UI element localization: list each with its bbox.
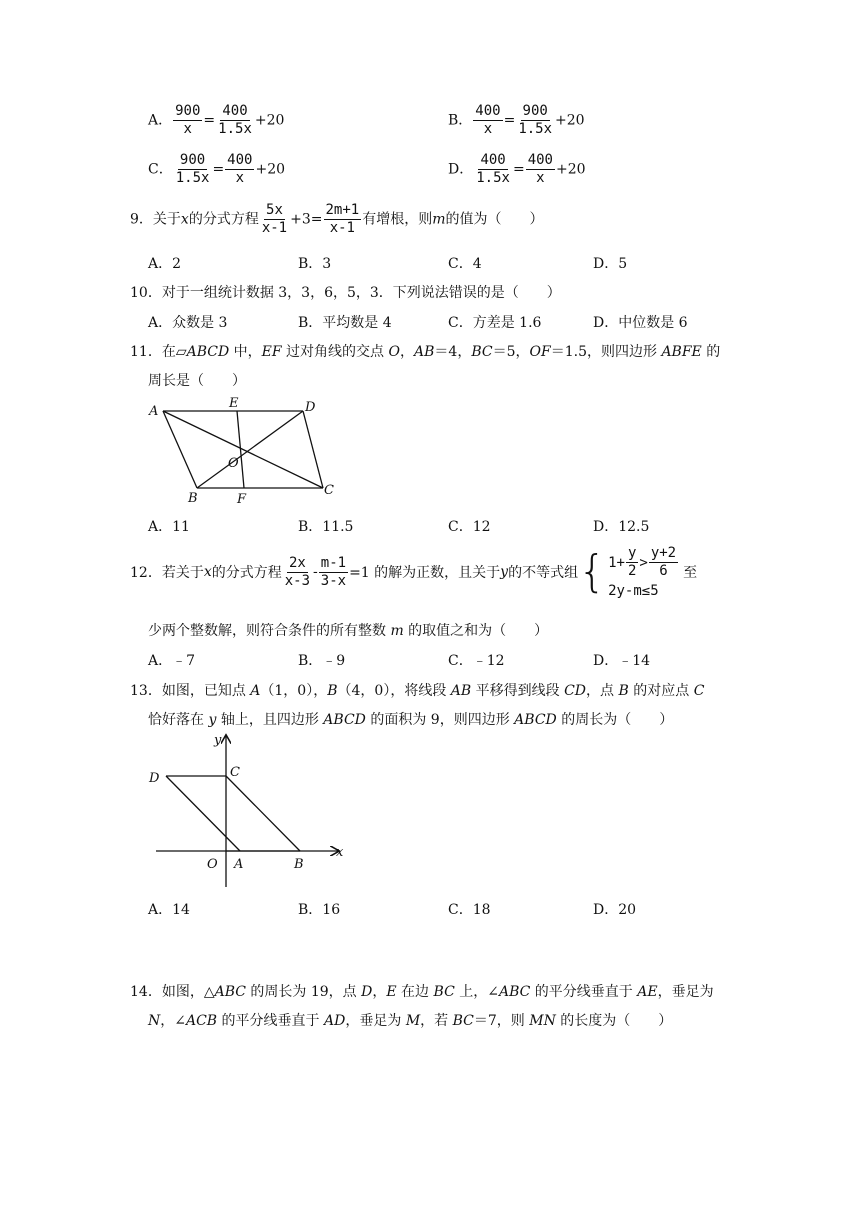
q12-sys-fraction-2: $\frac{y+2}{6}$	[650, 545, 677, 579]
q11-label-f: F	[237, 492, 247, 507]
q13-option-c[interactable]: C．18	[448, 902, 491, 918]
q10-option-c[interactable]: C．方差是 1.6	[448, 315, 542, 331]
q11-option-d[interactable]: D．12.5	[593, 519, 650, 535]
q11-diagonal-bd	[197, 411, 303, 488]
q12-stem-line1: 12．若关于 x 的分式方程 $\frac{2x}{x-3}$ - $\frac{m-1}{3-x}$ =1 的解为正数，且关于 y 的不等式组 { 1+ $\frac{y}{2}$ > $\frac{y+2}{6}$ 2y-m≤5 至	[130, 545, 698, 599]
q9-option-b[interactable]: B．3	[298, 256, 332, 272]
q8-option-c[interactable]: C． $\frac{900}{1.5x}$ = $\frac{400}{x}$ +20	[148, 152, 286, 186]
q13-label-o: O	[207, 857, 218, 872]
q13-coordinate-figure	[140, 730, 360, 890]
q10-option-d[interactable]: D．中位数是 6	[593, 315, 688, 331]
q11-option-c[interactable]: C．12	[448, 519, 491, 535]
q11-stem-line2: 周长是（ ）	[148, 373, 246, 389]
q12-stem-line2: 少两个整数解，则符合条件的所有整数 m 的取值之和为（ ）	[148, 623, 549, 639]
q8-a-left-fraction: $\frac{900}{x}$	[175, 103, 201, 137]
q11-label-c: C	[324, 483, 334, 498]
q10-option-a[interactable]: A．众数是 3	[148, 315, 228, 331]
q12-inequality-system	[578, 545, 679, 599]
q10-stem: 10．对于一组统计数据 3，3，6，5，3．下列说法错误的是（ ）	[130, 285, 561, 301]
q9-option-a[interactable]: A．2	[148, 256, 182, 272]
q9-option-d[interactable]: D．5	[593, 256, 628, 272]
q8-c-left-fraction: $\frac{900}{1.5x}$	[175, 152, 210, 186]
q8-a-right-fraction: $\frac{400}{1.5x}$	[218, 103, 252, 137]
q12-option-c[interactable]: C．﹣12	[448, 653, 505, 669]
q9-stem: 9．关于x的分式方程 $\frac{5x}{x-1}$ +3= $\frac{2m+1}{x-1}$ 有增根，则m的值为（ ）	[130, 202, 544, 236]
q12-option-a[interactable]: A．﹣7	[148, 653, 196, 669]
q12-fraction-1: $\frac{2x}{x-3}$	[284, 554, 311, 589]
q8-d-right-fraction: $\frac{400}{x}$	[527, 152, 553, 186]
q11-option-b[interactable]: B．11.5	[298, 519, 354, 535]
q11-side-ab	[163, 411, 197, 488]
q13-label-y: y	[214, 733, 222, 748]
q11-parallelogram-figure	[140, 395, 340, 510]
parallelogram-symbol: ▱	[175, 344, 187, 360]
q13-side-ad	[166, 776, 240, 851]
left-brace-icon: {	[578, 546, 607, 597]
q12-system-row1: 1+ $\frac{y}{2}$ > $\frac{y+2}{6}$	[608, 545, 677, 579]
q11-label-a: A	[149, 404, 159, 419]
q12-sys-fraction-1: $\frac{y}{2}$	[627, 545, 637, 579]
q14-stem-line2: N，∠ACB 的平分线垂直于 AD，垂足为 M，若 BC＝7，则 MN 的长度为（ ）	[148, 1013, 673, 1029]
q12-fraction-2: $\frac{m-1}{3-x}$	[320, 554, 347, 589]
q8-option-d[interactable]: D． $\frac{400}{1.5x}$ = $\frac{400}{x}$ +20	[448, 152, 586, 186]
q8-b-left-fraction: $\frac{400}{x}$	[475, 103, 501, 137]
q11-label-d: D	[305, 400, 316, 415]
q13-label-x: x	[336, 845, 344, 860]
q13-label-d: D	[149, 771, 160, 786]
q10-option-b[interactable]: B．平均数是 4	[298, 315, 392, 331]
q11-label-o: O	[228, 456, 239, 471]
q8-d-left-fraction: $\frac{400}{1.5x}$	[476, 152, 510, 186]
q12-system-row2: 2y-m≤5	[608, 583, 659, 599]
q14-stem-line1: 14．如图，△ABC 的周长为 19，点 D，E 在边 BC 上，∠ABC 的平分线垂直于 AE，垂足为	[130, 984, 714, 1000]
q13-option-d[interactable]: D．20	[593, 902, 637, 918]
q11-label-b: B	[188, 491, 198, 506]
q8-c-right-fraction: $\frac{400}{x}$	[227, 152, 253, 186]
q8-option-b[interactable]: B． $\frac{400}{x}$ = $\frac{900}{1.5x}$ +20	[448, 103, 585, 137]
q13-label-a: A	[234, 857, 244, 872]
q11-side-dc	[303, 411, 323, 488]
q13-stem-line2: 恰好落在 y 轴上，且四边形 ABCD 的面积为 9，则四边形 ABCD 的周长为（ ）	[148, 712, 674, 728]
q8-option-a[interactable]: A． $\frac{900}{x}$ = $\frac{400}{1.5x}$ +20	[148, 103, 285, 137]
q11-option-a[interactable]: A．11	[148, 519, 190, 535]
q11-stem-line1: 11．在▱ABCD 中，EF 过对角线的交点 O，AB＝4，BC＝5，OF＝1.5，则四边形 ABFE 的	[130, 344, 721, 360]
q13-option-a[interactable]: A．14	[148, 902, 190, 918]
q13-label-c: C	[230, 765, 240, 780]
q11-label-e: E	[229, 396, 239, 411]
q8-b-right-fraction: $\frac{900}{1.5x}$	[518, 103, 553, 137]
q13-label-b: B	[294, 857, 304, 872]
q13-option-b[interactable]: B．16	[298, 902, 341, 918]
q9-fraction-1: $\frac{5x}{x-1}$	[261, 202, 288, 236]
q9-option-c[interactable]: C．4	[448, 256, 482, 272]
q13-side-cb	[226, 776, 300, 851]
q9-fraction-2: $\frac{2m+1}{x-1}$	[325, 202, 360, 236]
q12-option-b[interactable]: B．﹣9	[298, 653, 346, 669]
q13-stem-line1: 13．如图，已知点 A（1，0），B（4，0），将线段 AB 平移得到线段 CD，点 B 的对应点 C	[130, 683, 705, 699]
q12-option-d[interactable]: D．﹣14	[593, 653, 651, 669]
